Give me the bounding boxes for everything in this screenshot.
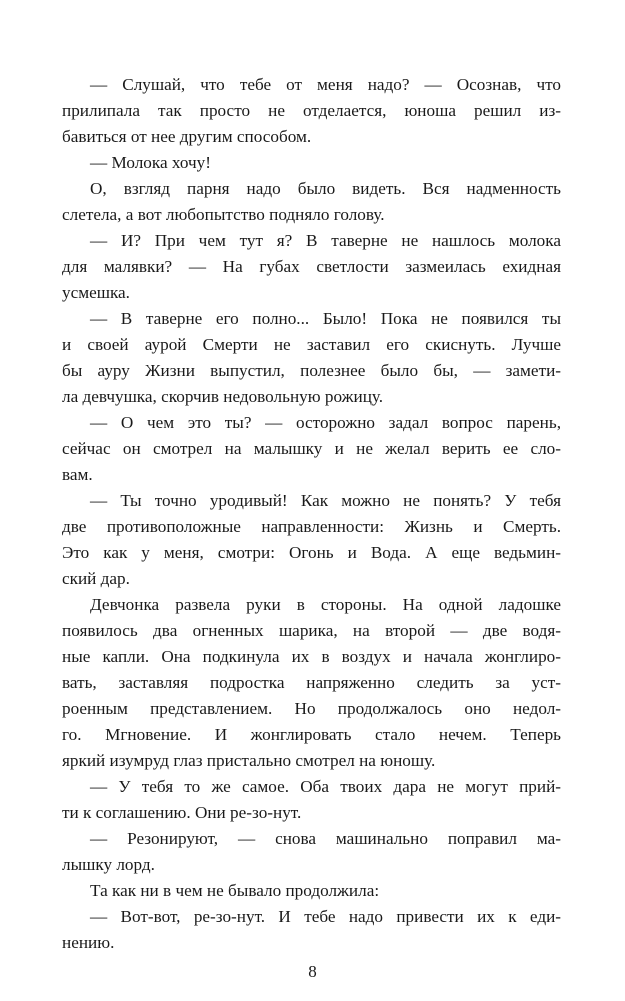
text-line: О, взгляд парня надо было видеть. Вся надменность [90,179,561,198]
text-line: слетела, а вот любопытство подняло голову. [62,205,385,224]
text-line: и своей аурой Смерти не заставил его скиснуть. Лучше [62,335,561,354]
text-line: вам. [62,465,93,484]
text-line: лышку лорд. [62,855,155,874]
text-line: — У тебя то же самое. Оба твоих дара не могут прий- [90,777,561,796]
text-line: яркий изумруд глаз пристально смотрел на юношу. [62,751,436,770]
text-line: Это как у меня, смотри: Огонь и Вода. А еще ведьмин- [62,543,561,562]
text-line: вать, заставляя подростка напряженно следить за уст- [62,673,561,692]
text-line: Та как ни в чем не бывало продолжила: [90,881,380,900]
text-line: ский дар. [62,569,130,588]
text-line: — Молока хочу! [90,153,211,172]
text-line: — И? При чем тут я? В таверне не нашлось молока [90,231,561,250]
text-line: — В таверне его полно... Было! Пока не появился ты [90,309,561,328]
text-line: — Вот-вот, ре-зо-нут. И тебе надо привести их к еди- [90,907,561,926]
text-line: появилось два огненных шарика, на второй — две водя- [62,621,561,640]
text-line: ные капли. Она подкинула их в воздух и начала жонглиро- [62,647,561,666]
text-line: — О чем это ты? — осторожно задал вопрос парень, [90,413,561,432]
text-line: две противоположные направленности: Жизнь и Смерть. [62,517,561,536]
text-line: прилипала так просто не отделается, юноша решил из- [62,101,561,120]
text-line: роенным представлением. Но продолжалось оно недол- [62,699,561,718]
text-line: — Резонируют, — снова машинально поправил ма- [90,829,561,848]
text-line: бавиться от нее другим способом. [62,127,312,146]
text-line: Девчонка развела руки в стороны. На одной ладошке [90,595,561,614]
text-line: — Ты точно уродивый! Как можно не понять? У тебя [90,491,561,510]
text-line: го. Мгновение. И жонглировать стало нечем. Теперь [62,725,561,744]
text-line: для малявки? — На губах светлости зазмеилась ехидная [62,257,561,276]
text-line: — Слушай, что тебе от меня надо? — Осознав, что [90,75,561,94]
text-line: ти к соглашению. Они ре-зо-нут. [62,803,302,822]
text-line: усмешка. [62,283,130,302]
text-line: ла девчушка, скорчив недовольную рожицу. [62,387,384,406]
text-line: нению. [62,933,115,952]
page-number: 8 [308,962,317,981]
text-line: бы ауру Жизни выпустил, полезнее было бы, — замети- [62,361,561,380]
text-line: сейчас он смотрел на малышку и не желал верить ее сло- [62,439,561,458]
